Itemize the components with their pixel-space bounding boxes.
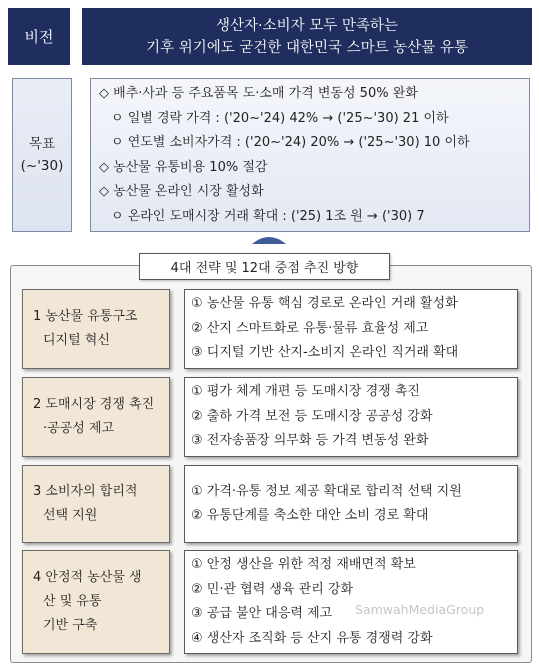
goal-subitem: ㅇ 온라인 도매시장 거래 확대 : ('25) 1조 원 → ('30) 7 — [111, 208, 425, 224]
vision-label: 비전 — [8, 8, 70, 65]
strategy-item: ① 안정 생산을 위한 적정 재배면적 확보 — [191, 557, 416, 572]
goal-item: ◇ 농산물 온라인 시장 활성화 — [99, 184, 264, 199]
strategy-item: ③ 전자송품장 의무화 등 가격 변동성 완화 — [191, 433, 429, 449]
strategy-label-line: 디지털 혁신 — [43, 333, 110, 348]
strategy-item: ② 유통단계를 축소한 대안 소비 경로 확대 — [191, 508, 429, 523]
vision-line-2: 기후 위기에도 굳건한 대한민국 스마트 농산물 유통 — [146, 39, 468, 56]
goal-subitem: ㅇ 일별 경락 가격 : ('20~'24) 42% → ('25~'30) 21 이하 — [111, 110, 449, 126]
strategy-item: ① 농산물 유통 핵심 경로로 온라인 거래 활성화 — [191, 296, 458, 312]
goal-subitem: ㅇ 연도별 소비자가격 : ('20~'24) 20% → ('25~'30) 10 이하 — [111, 135, 470, 150]
strategy-label-line: 기반 구축 — [43, 618, 98, 633]
strategy-row — [22, 377, 522, 457]
goal-item: ◇ 농산물 유통비용 10% 절감 — [99, 159, 268, 175]
strategy-title: 4대 전략 및 12대 중점 추진 방향 — [139, 253, 390, 280]
vision-statement — [82, 8, 532, 65]
watermark: SamwahMediaGroup — [355, 602, 485, 617]
strategy-label-line: ·공공성 제고 — [43, 421, 115, 436]
strategy-label-line: 선택 지원 — [43, 508, 98, 523]
strategy-label — [22, 289, 170, 369]
vision-line-1: 생산자·소비자 모두 만족하는 — [216, 17, 398, 34]
strategy-items — [184, 377, 518, 457]
strategy-items — [184, 289, 518, 369]
strategy-items — [184, 465, 518, 543]
strategy-row — [22, 465, 522, 543]
strategy-item: ① 평가 체계 개편 등 도매시장 경쟁 촉진 — [191, 384, 420, 400]
strategy-label — [22, 377, 170, 457]
goals-label — [12, 78, 72, 232]
goals-label-period: (~'30) — [20, 158, 64, 174]
strategy-item: ③ 공급 불안 대응력 제고 — [191, 606, 333, 621]
strategy-item: ② 산지 스마트화로 유통·물류 효율성 제고 — [191, 320, 429, 336]
strategy-item: ② 출하 가격 보전 등 도매시장 공공성 강화 — [191, 408, 433, 424]
strategy-label-line: 산 및 유통 — [43, 594, 102, 609]
strategy-row — [22, 289, 522, 369]
strategy-item: ③ 디지털 기반 산지-소비지 온라인 직거래 확대 — [191, 345, 459, 361]
strategy-item: ④ 생산자 조직화 등 산지 유통 경쟁력 강화 — [191, 630, 433, 646]
strategy-label-line: 4 안정적 농산물 생 — [33, 570, 142, 585]
strategy-label — [22, 550, 170, 654]
goal-item: ◇ 배추·사과 등 주요품목 도·소매 가격 변동성 50% 완화 — [99, 86, 418, 101]
strategy-label-line: 2 도매시장 경쟁 촉진 — [33, 397, 155, 412]
goals-label-title: 목표 — [28, 136, 56, 152]
strategy-label — [22, 465, 170, 543]
goals-box — [90, 78, 530, 232]
strategy-item: ① 가격·유통 정보 제공 확대로 합리적 선택 지원 — [191, 483, 462, 499]
strategy-label-line: 3 소비자의 합리적 — [33, 484, 138, 499]
strategy-label-line: 1 농산물 유통구조 — [33, 309, 138, 324]
strategy-item: ② 민·관 협력 생육 관리 강화 — [191, 581, 354, 597]
up-arrow-icon — [252, 230, 286, 244]
